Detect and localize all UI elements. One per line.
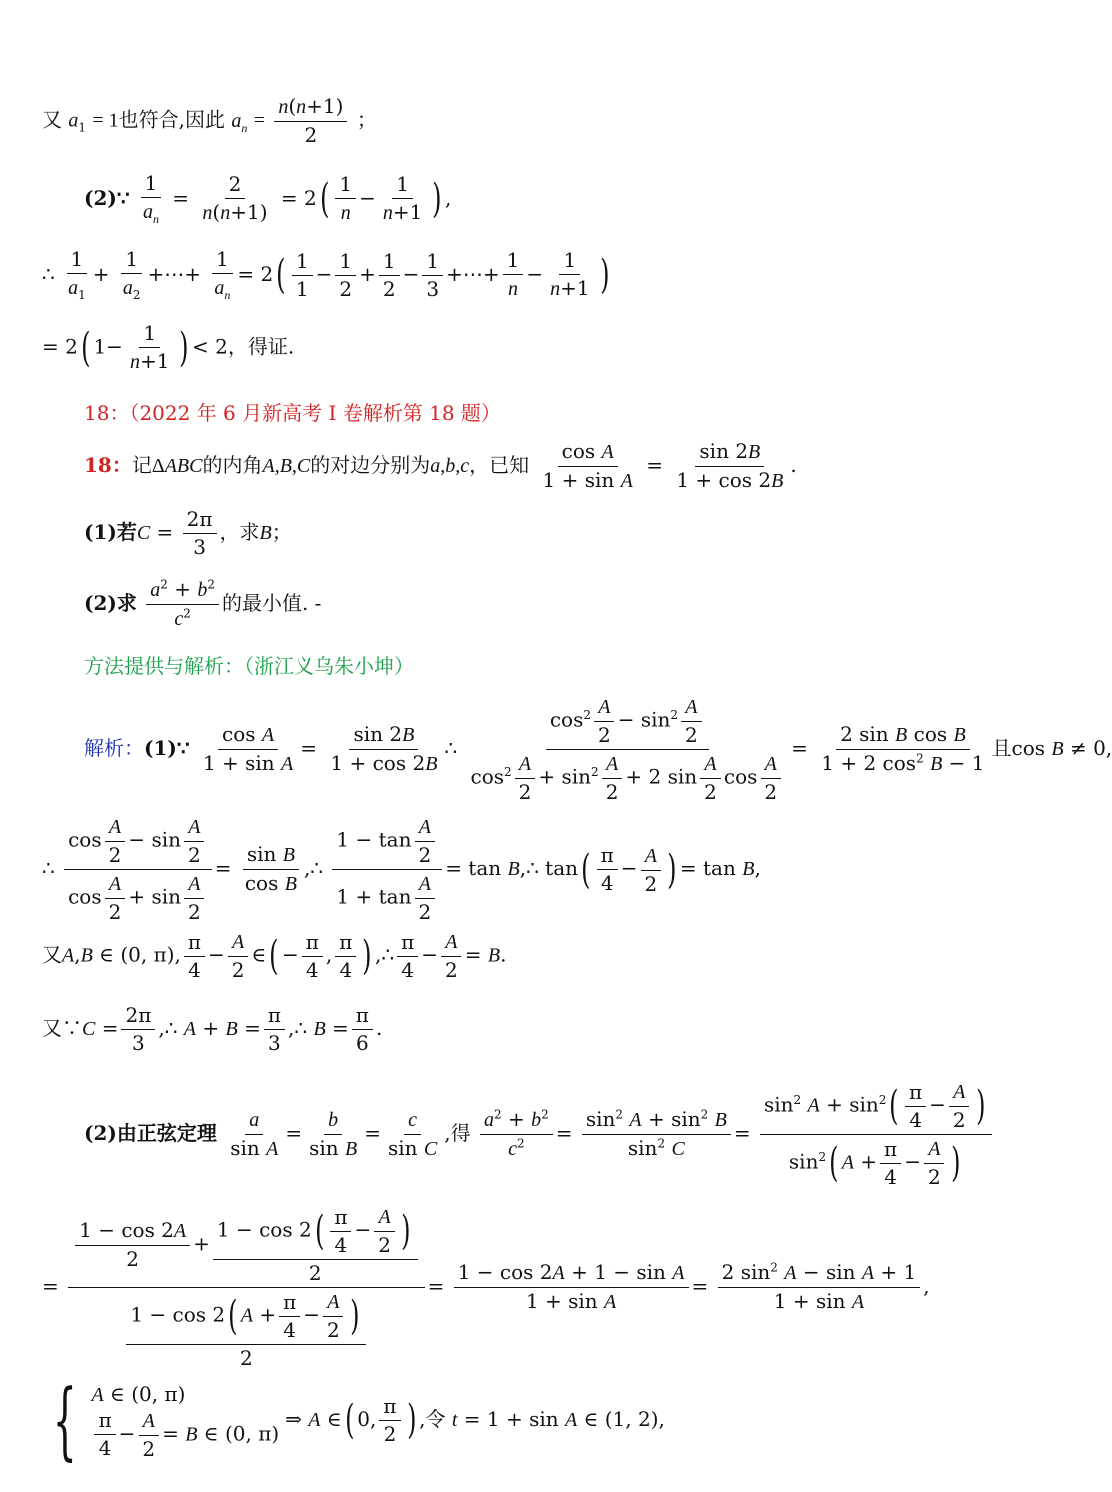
solution-1c: 又A,B ∈ (0, π), $\frac{\pi}{4}$ − $\frac{A}{2}$ ∈( − $\frac{\pi}{4}$ , $\frac{\pi}{4}$ ) ,∴ $\frac{\pi}{4}$ − $\frac{A}{2}$ = B. bbox=[42, 929, 507, 982]
text: (1)若 bbox=[84, 520, 137, 544]
text: ，得证. bbox=[227, 334, 295, 359]
text: (2)∵ bbox=[84, 185, 130, 210]
solution-1b: ∴ cos $\frac{A}{2}$ − sin $\frac{A}{2}$ cos $\frac{A}{2}$ + sin $\frac{A}{2}$ = $\frac{\text{sin B}}{\text{cos B}}$ ,∴ 1 − tan $\frac{A}{2}$ 1 + tan $\frac{A}{2}$ = tan B,∴ tan( $\frac{\pi}{4}$ − $\frac{A}{2}$ ) = tan B, bbox=[42, 816, 761, 924]
method-credit: 方法提供与解析：（浙江义乌朱小坤） bbox=[84, 654, 414, 678]
text: ，已知 bbox=[469, 453, 530, 477]
problem-header: 18：（2022 年 6 月新高考 Ⅰ 卷解析第 18 题） bbox=[84, 401, 501, 425]
text: 的对边分别为 bbox=[310, 453, 431, 477]
text: 又 bbox=[42, 942, 62, 967]
text: ； bbox=[356, 107, 377, 132]
line-1: 又 $a_1 = 1$也符合,因此 $a_n$ = $\frac{n(n+1)}{2}$ ； bbox=[42, 94, 377, 147]
text: 也符合,因此 bbox=[118, 107, 225, 132]
text: (2)由正弦定理 bbox=[84, 1121, 217, 1145]
solution-1a: 解析：(1)∵ $\frac{\text{cos A}}{\text{1 + sin A}}$ = $\frac{\sin 2B}{1 + \cos 2B}$ ∴ $\cos^2$ $\frac{A}{2}$ − $\sin^2$ $\frac{A}{2}$ $\cos^2$ $\frac{A}{2}$ + $\sin^2$ $\frac{A}{2}$ + 2 sin $\frac{A}{2}$ cos $\frac{A}{2}$ = $\frac{\text{2 sin B cos B}}{1 + 2 \cos^2 B - 1}$ 且cos B ≠ 0, bbox=[84, 696, 1112, 804]
text: 的内角 bbox=[202, 453, 263, 477]
text: (1)∵ bbox=[144, 736, 190, 760]
question-2: (2)求 $\frac{a^2 + b^2}{c^2}$ 的最小值. - bbox=[84, 577, 322, 630]
text: ∴ bbox=[42, 261, 55, 286]
problem-statement: 18：记ΔABC的内角A,B,C的对边分别为a,b,c，已知 $\frac{\text{cos A}}{\text{1 + sin A}}$ = $\frac{\sin 2B}{1 + \cos 2B}$ . bbox=[84, 439, 797, 492]
text: 记 bbox=[131, 453, 152, 477]
question-1: (1)若C = $\frac{2\pi}{3}$ ，求B； bbox=[84, 507, 292, 559]
text: 且 bbox=[991, 736, 1012, 760]
solution-2c: { A ∈ (0, π) $\frac{\pi}{4}$ − $\frac{A}{2}$ = B ∈ (0, π) ⇒ A ∈( 0, $\frac{\pi}{2}$ ) ,令 t = 1 + sin A ∈ (1, 2), bbox=[52, 1371, 665, 1469]
text: ,得 bbox=[444, 1121, 471, 1145]
text: 又∵ bbox=[42, 1016, 82, 1040]
text: 解析： bbox=[84, 736, 144, 760]
text: 令 bbox=[425, 1406, 446, 1431]
text: 的最小值. - bbox=[221, 591, 322, 615]
text: ，求 bbox=[219, 520, 260, 544]
solution-1d: 又∵C = $\frac{2\pi}{3}$ ,∴ A + B = $\frac{\pi}{3}$ ,∴ B = $\frac{\pi}{6}$ . bbox=[42, 1003, 383, 1055]
text: ； bbox=[271, 520, 292, 544]
line-3: ∴ $\frac{1}{a_1}$ + $\frac{1}{a_2}$ +⋯+ $\frac{1}{a_n}$ = 2( $\frac{1}{1}$ − $\frac{1}{2}$ + $\frac{1}{2}$ − $\frac{1}{3}$ +⋯+ $\frac{1}{n}$ − $\frac{1}{n+1}$ ) bbox=[42, 247, 610, 302]
solution-2a: (2)由正弦定理 $\frac{a}{\text{sin A}}$ = $\frac{b}{\text{sin B}}$ = $\frac{c}{\text{sin C}}$ ,得 $\frac{a^2 + b^2}{c^2}$ = $\frac{\sin^2 A + \sin^2 B}{\sin^2 C}$ = $\sin^2 A + \sin^2$( $\frac{\pi}{4}$ − $\frac{A}{2}$ ) $\sin^2$( A + $\frac{\pi}{4}$ − $\frac{A}{2}$ ) bbox=[84, 1080, 995, 1189]
line-4: = 2( 1− $\frac{1}{n+1}$ ) < 2，得证. bbox=[42, 321, 295, 373]
line-2: (2)∵ $\frac{1}{a_n}$ = $\frac{2}{n(n+1)}$ = 2( $\frac{1}{n}$ − $\frac{1}{n+1}$ ) , bbox=[84, 171, 452, 226]
solution-2b: = $\frac{1 - \cos 2A}{2}$ + 1 − cos 2( $\frac{\pi}{4}$ − $\frac{A}{2}$ ) 2 1 − cos 2( A + $\frac{\pi}{4}$ − $\frac{A}{2}$ ) 2 = $\frac{\text{1 − cos 2A + 1 − sin A}}{\text{1 + sin A}}$ = $\frac{2 \sin^2 A - \sin A + 1}{\text{1 + sin A}}$ , bbox=[42, 1204, 930, 1370]
text: 18： bbox=[84, 453, 132, 477]
text: 又 bbox=[42, 107, 62, 132]
text: (2)求 bbox=[84, 591, 137, 615]
